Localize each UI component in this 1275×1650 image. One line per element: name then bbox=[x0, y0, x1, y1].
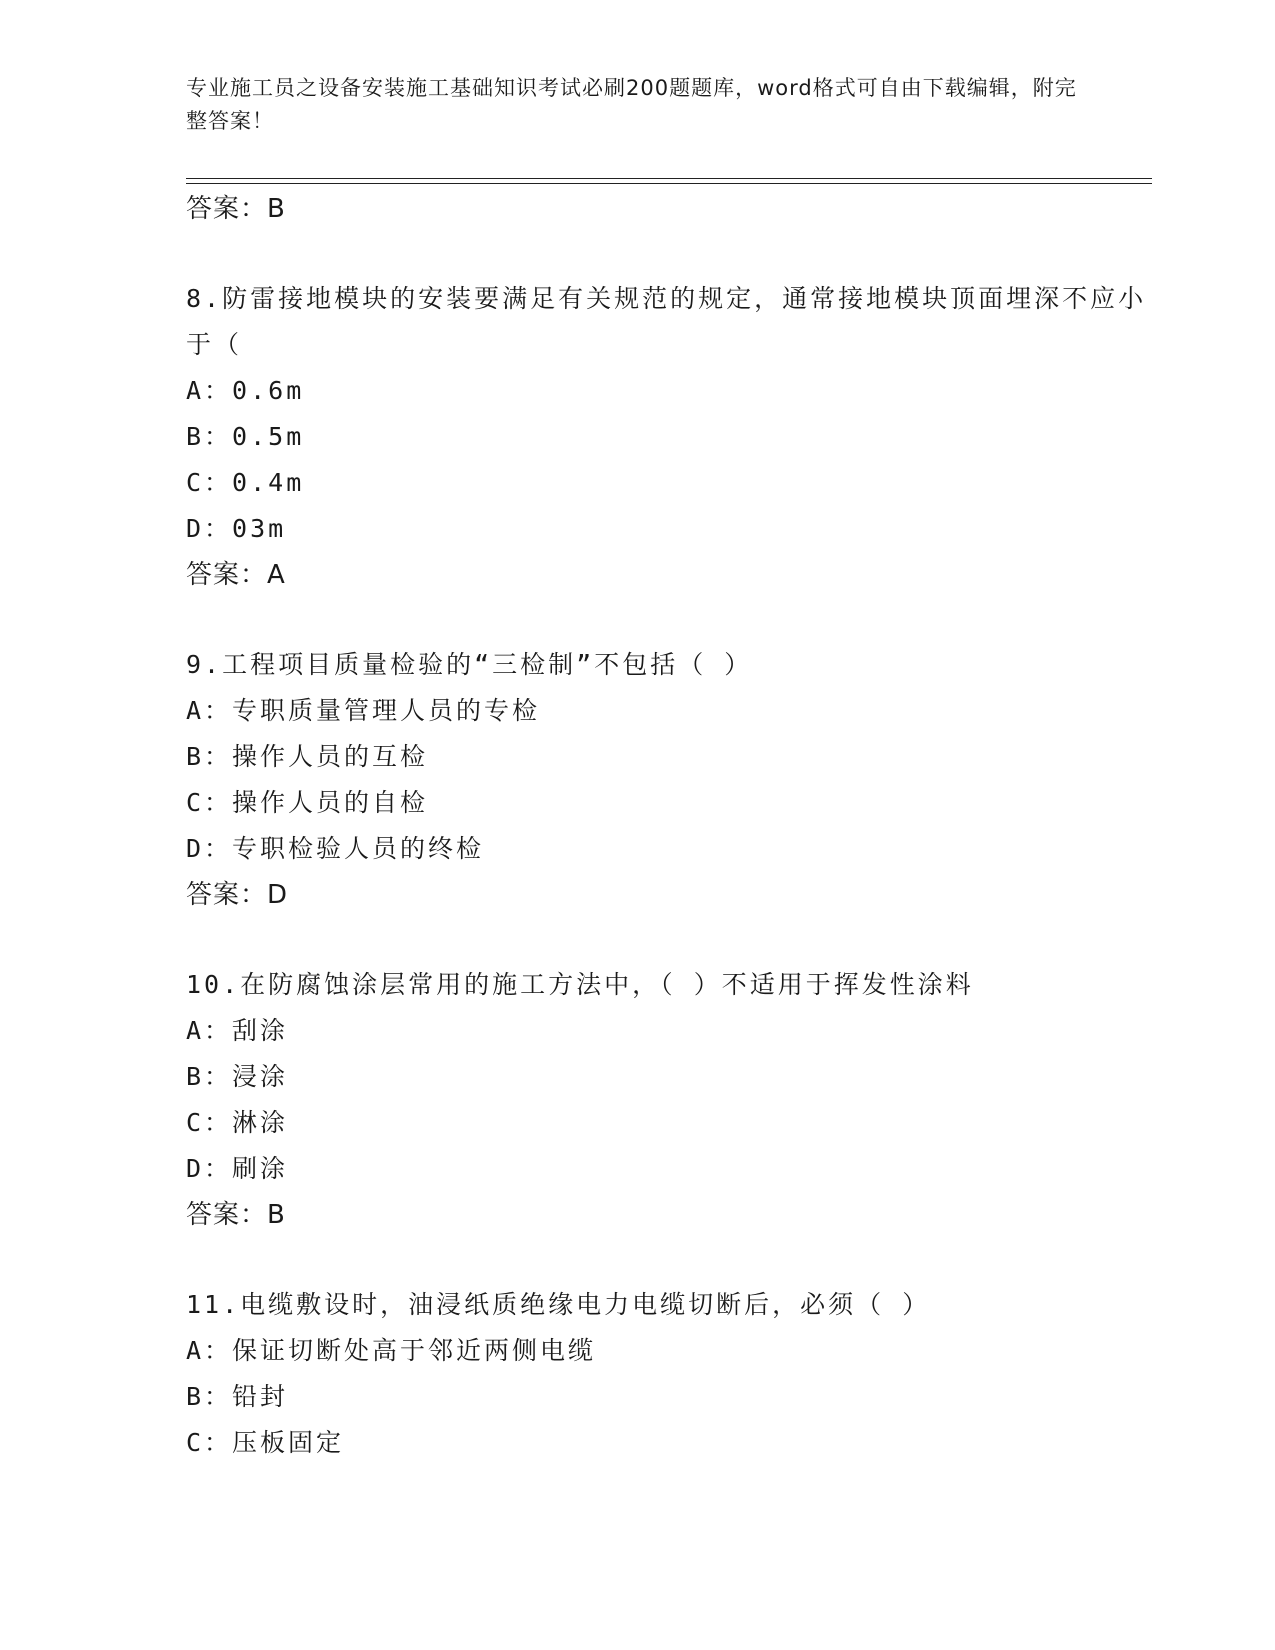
option-c: C：0.4m bbox=[186, 468, 305, 497]
option-a: A：保证切断处高于邻近两侧电缆 bbox=[186, 1336, 597, 1365]
question-text: 8.防雷接地模块的安装要满足有关规范的规定，通常接地模块顶面埋深不应小于（ bbox=[186, 284, 1147, 359]
question-text: 11.电缆敷设时，油浸纸质绝缘电力电缆切断后，必须（ ） bbox=[186, 1290, 931, 1319]
question-list bbox=[186, 186, 1152, 1466]
page-header bbox=[186, 72, 1086, 138]
option-d: D：03m bbox=[186, 514, 287, 543]
option-b: B：操作人员的互检 bbox=[186, 742, 429, 771]
option-c: C：操作人员的自检 bbox=[186, 788, 429, 817]
option-a: A：专职质量管理人员的专检 bbox=[186, 696, 541, 725]
answer: 答案：D bbox=[186, 880, 289, 910]
option-a: A：0.6m bbox=[186, 376, 305, 405]
question-text: 10.在防腐蚀涂层常用的施工方法中，（ ）不适用于挥发性涂料 bbox=[186, 970, 974, 999]
option-a: A：刮涂 bbox=[186, 1016, 289, 1045]
option-b: B：铅封 bbox=[186, 1382, 289, 1411]
option-b: B：浸涂 bbox=[186, 1062, 289, 1091]
option-d: D：专职检验人员的终检 bbox=[186, 834, 485, 863]
option-b: B：0.5m bbox=[186, 422, 305, 451]
option-d: D：刷涂 bbox=[186, 1154, 289, 1183]
header-divider-bottom bbox=[186, 183, 1152, 184]
header-divider-top bbox=[186, 178, 1152, 179]
question-9 bbox=[186, 642, 1152, 918]
question-11 bbox=[186, 1282, 1152, 1466]
option-c: C：淋涂 bbox=[186, 1108, 289, 1137]
option-c: C：压板固定 bbox=[186, 1428, 345, 1457]
question-10 bbox=[186, 962, 1152, 1238]
question-8 bbox=[186, 276, 1152, 598]
question-text: 9.工程项目质量检验的“三检制”不包括（ ） bbox=[186, 650, 753, 679]
answer: 答案：B bbox=[186, 1200, 286, 1230]
previous-answer: 答案：B bbox=[186, 194, 286, 224]
header-title: 专业施工员之设备安装施工基础知识考试必刷200题题库，word格式可自由下载编辑，附完整答案！ bbox=[186, 76, 1077, 133]
answer: 答案：A bbox=[186, 560, 286, 590]
